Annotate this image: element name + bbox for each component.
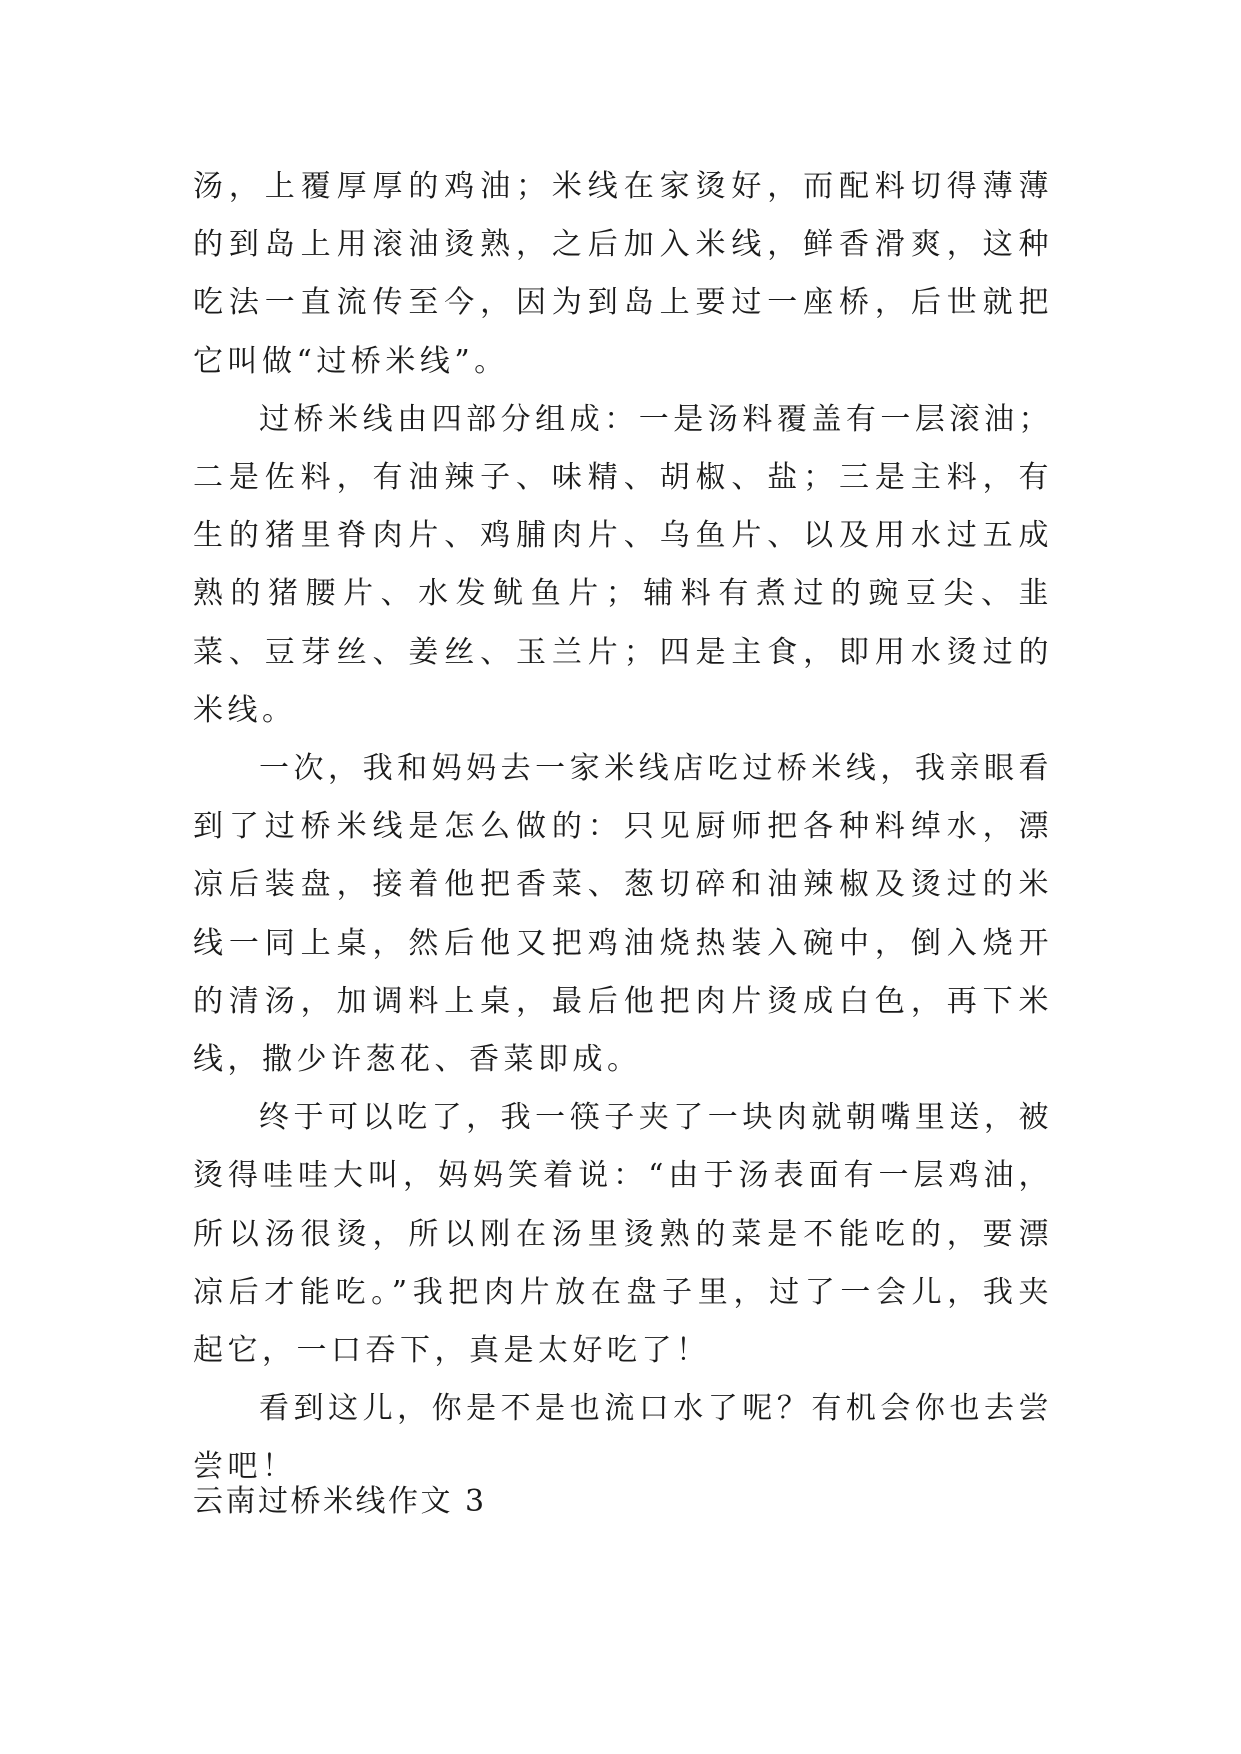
section-title: 云南过桥米线作文 3 [193,1484,487,1519]
body-text [193,158,1053,1497]
paragraph-3: 一次，我和妈妈去一家米线店吃过桥米线，我亲眼看到了过桥米线是怎么做的：只见厨师把各种料绰水，漂凉后装盘，接着他把香菜、葱切碎和油辣椒及烫过的米线一同上桌，然后他又把鸡油烧热装入碗中，倒入烧开的清汤，加调料上桌，最后他把肉片烫成白色，再下米线，撒少许葱花、香菜即成。 [193,751,1053,1078]
paragraph-4: 终于可以吃了，我一筷子夹了一块肉就朝嘴里送，被烫得哇哇大叫，妈妈笑着说：“由于汤表面有一层鸡油，所以汤很烫，所以刚在汤里烫熟的菜是不能吃的，要漂凉后才能吃。”我把肉片放在盘子里，过了一会儿，我夹起它，一口吞下，真是太好吃了！ [193,1100,1053,1369]
paragraph-5: 看到这儿，你是不是也流口水了呢？有机会你也去尝尝吧！ [193,1391,1053,1485]
paragraph-2: 过桥米线由四部分组成：一是汤料覆盖有一层滚油；二是佐料，有油辣子、味精、胡椒、盐；三是主料，有生的猪里脊肉片、鸡脯肉片、乌鱼片、以及用水过五成熟的猪腰片、水发鱿鱼片；辅料有煮过的豌豆尖、韭菜、豆芽丝、姜丝、玉兰片；四是主食，即用水烫过的米线。 [193,401,1053,728]
paragraph-1: 汤，上覆厚厚的鸡油；米线在家烫好，而配料切得薄薄的到岛上用滚油烫熟，之后加入米线，鲜香滑爽，这种吃法一直流传至今，因为到岛上要过一座桥，后世就把它叫做“过桥米线”。 [193,169,1053,379]
